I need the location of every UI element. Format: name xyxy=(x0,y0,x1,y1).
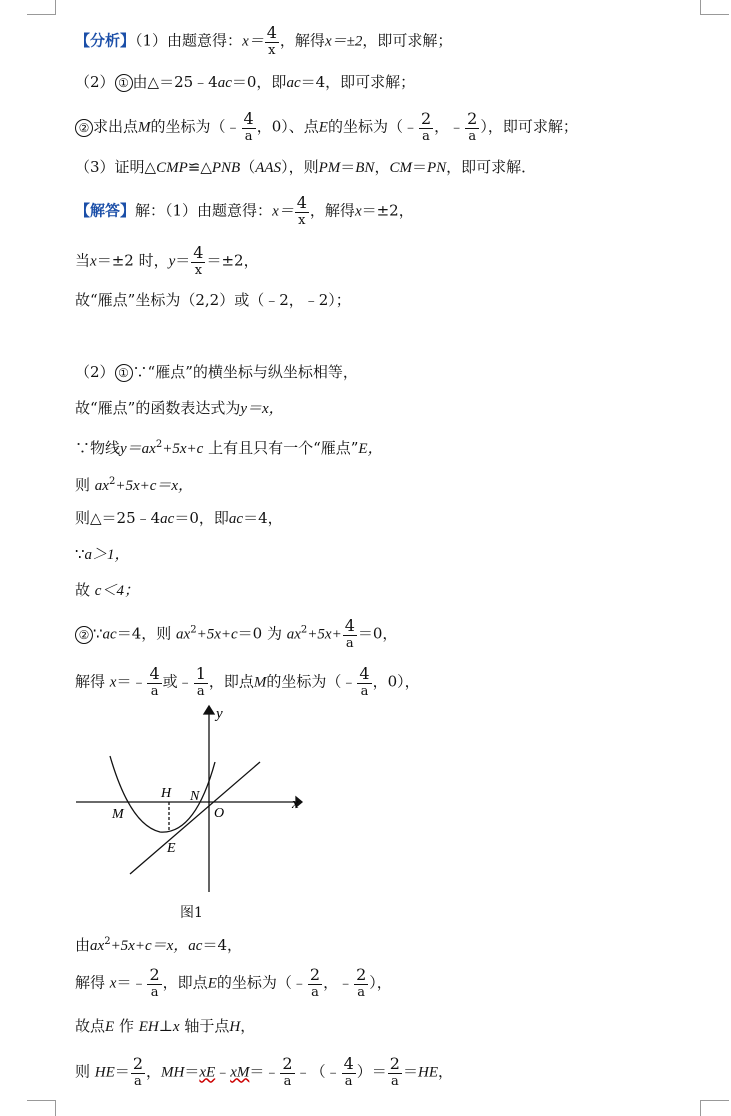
text: ，即可求解； xyxy=(362,31,453,50)
text: ∵ xyxy=(93,624,103,643)
math: H xyxy=(229,1019,241,1035)
text: ， xyxy=(146,1062,162,1081)
text: ，即点 xyxy=(208,672,254,691)
fraction: 2 a xyxy=(389,1054,400,1089)
fraction: 4 a xyxy=(344,616,355,651)
label-x: x xyxy=(292,796,299,812)
crop-mark-top-right xyxy=(700,0,729,15)
text: ∵ xyxy=(75,545,85,563)
fraction: 2 a xyxy=(132,1054,143,1089)
text: 由△＝25﹣4 xyxy=(132,73,218,91)
math: E xyxy=(105,1019,115,1035)
answer-tag: 【解答】 xyxy=(75,201,136,220)
label-y: y xyxy=(216,706,223,722)
math: +5x+c xyxy=(196,626,238,643)
fraction: 2 a xyxy=(467,109,478,144)
text: ＝0，即 xyxy=(231,73,287,91)
text: ，﹣ xyxy=(323,973,354,992)
answer-line-11 xyxy=(75,617,397,652)
fraction: 2 a xyxy=(309,965,321,1000)
math: M xyxy=(253,674,267,691)
text: ∵“雁点”的横坐标与纵坐标相等， xyxy=(132,363,358,381)
analysis-line-2 xyxy=(75,72,415,93)
text: 故“雁点”坐标为（2,2）或（﹣2，﹣2）； xyxy=(75,291,351,309)
text: ，解得 xyxy=(279,31,325,50)
text: 的坐标为（﹣ xyxy=(150,117,241,136)
text: （3）证明△ xyxy=(75,158,157,176)
label-N: N xyxy=(190,789,200,804)
math: ax xyxy=(286,626,301,643)
circled-number: ① xyxy=(115,74,133,92)
circled-number: ① xyxy=(115,364,133,382)
text: 解得 xyxy=(75,973,106,992)
math: x xyxy=(109,674,117,691)
figure-1 xyxy=(70,700,310,900)
math: ax xyxy=(94,478,109,494)
fraction: 2 a xyxy=(420,109,432,144)
text: 故点 xyxy=(75,1017,106,1035)
math: ac xyxy=(188,938,203,954)
analysis-tag: 【分析】 xyxy=(75,31,136,50)
text: ， xyxy=(374,158,390,176)
math: ac xyxy=(102,626,117,643)
text: ＝﹣ xyxy=(116,672,147,691)
text: 轴于点 xyxy=(184,1017,230,1035)
answer-line-14 xyxy=(75,966,392,1001)
math: x＝±2 xyxy=(324,33,363,50)
label-H: H xyxy=(161,786,172,801)
text: ， xyxy=(437,1062,453,1081)
math: y xyxy=(168,253,176,270)
math: HE xyxy=(94,1064,115,1081)
text: ，﹣ xyxy=(434,117,465,136)
answer-line-5 xyxy=(75,398,284,419)
text: ），则 xyxy=(281,158,319,176)
math: ax xyxy=(176,626,191,643)
math: ac xyxy=(217,75,232,91)
text: （ xyxy=(240,158,256,176)
fraction: 4 x xyxy=(296,193,307,228)
math: CM xyxy=(389,160,412,176)
math: E xyxy=(318,119,328,136)
math: E xyxy=(207,975,217,992)
text: ，0）、点 xyxy=(256,117,319,136)
text: ﹣ xyxy=(215,1062,231,1081)
answer-line-9 xyxy=(75,544,130,565)
math: +5x+c＝x， xyxy=(110,938,189,954)
text: 则 xyxy=(75,1062,91,1081)
text: ＝4，即可求解； xyxy=(300,73,416,91)
line-y-eq-x xyxy=(130,762,260,874)
text: （1）由题意得： xyxy=(135,31,243,50)
text: ∵物线 xyxy=(75,439,121,457)
math: +5x+ xyxy=(307,626,342,643)
answer-line-4 xyxy=(75,362,358,382)
circled-number: ② xyxy=(75,119,93,137)
text: ＝±2， xyxy=(361,201,414,220)
label-M: M xyxy=(112,807,124,822)
math: x xyxy=(90,253,97,270)
analysis-line-3 xyxy=(75,110,578,145)
text: 上有且只有一个“雁点” xyxy=(208,439,359,457)
text: ＝0，即 xyxy=(174,509,229,527)
fraction: 4 a xyxy=(343,1054,354,1089)
math: PN xyxy=(426,160,447,176)
text: ）， xyxy=(369,973,392,992)
math: y＝ax xyxy=(120,441,156,457)
text: ＝ xyxy=(411,158,427,176)
fraction: 4 a xyxy=(149,664,160,699)
text: ），即可求解； xyxy=(480,117,578,136)
exponent: 2 xyxy=(104,936,111,947)
crop-mark-bottom-left xyxy=(27,1100,56,1116)
fraction: 2 a xyxy=(149,965,160,1000)
text: 的坐标为（﹣ xyxy=(216,973,307,992)
text: ＝4， xyxy=(202,936,242,954)
circled-number: ② xyxy=(75,626,93,644)
text: 或﹣ xyxy=(162,672,193,691)
exponent: 2 xyxy=(300,624,308,636)
fraction: 1 a xyxy=(195,664,206,699)
text: ）＝ xyxy=(356,1062,387,1081)
fraction: 4 x xyxy=(193,243,204,278)
answer-line-7 xyxy=(75,472,193,496)
math: ac xyxy=(228,511,244,527)
math: PNB xyxy=(211,160,241,176)
text: ＝﹣ xyxy=(249,1062,280,1081)
math: +5x+c xyxy=(162,441,204,457)
text: 解：（1）由题意得： xyxy=(135,201,273,220)
text: ＝±2 时， xyxy=(96,251,169,270)
text: ，解得 xyxy=(309,201,355,220)
answer-line-2: 当x＝±2 时，y＝ 4 x ＝±2， xyxy=(75,243,259,278)
answer-line-3 xyxy=(75,290,351,310)
text: （2） xyxy=(75,73,115,91)
exponent: 2 xyxy=(190,624,197,636)
math: HE xyxy=(417,1064,438,1081)
math: ac xyxy=(286,75,301,91)
fraction: 2 a xyxy=(356,965,367,1000)
answer-line-16 xyxy=(75,1055,453,1090)
text: 作 xyxy=(118,1017,134,1035)
answer-line-10 xyxy=(75,580,139,601)
text: 求出点 xyxy=(93,117,139,136)
math: x xyxy=(172,1019,180,1035)
text: ＝4， xyxy=(243,509,283,527)
text: （2） xyxy=(75,363,115,381)
math: AAS xyxy=(255,160,282,176)
text: 的坐标为（﹣ xyxy=(327,117,418,136)
math: M xyxy=(138,119,151,136)
fraction: 2 a xyxy=(282,1054,293,1089)
exponent: 2 xyxy=(108,476,116,487)
text: 解得 xyxy=(75,672,106,691)
text: ，即点 xyxy=(162,973,208,992)
text: ＝﹣ xyxy=(116,973,147,992)
label-E: E xyxy=(167,841,176,856)
answer-line-1 xyxy=(75,194,414,229)
text: 故“雁点”的函数表达式为 xyxy=(75,399,241,417)
text: 则△＝25﹣4 xyxy=(75,509,161,527)
text: 故 xyxy=(75,581,91,599)
text: ，0）， xyxy=(372,672,420,691)
text: ⊥ xyxy=(158,1017,173,1035)
math: y＝x， xyxy=(240,401,284,417)
text: ≌△ xyxy=(187,158,212,176)
text: ＝4，则 xyxy=(116,624,172,643)
text: ＝ xyxy=(340,158,356,176)
text: ＝±2， xyxy=(206,251,259,270)
figure-caption: 图1 xyxy=(180,905,203,921)
answer-line-6 xyxy=(75,435,383,459)
text: ＝ xyxy=(402,1062,418,1081)
text: ＝ xyxy=(114,1062,130,1081)
fraction: 4 x xyxy=(266,23,277,58)
text: ，即可求解． xyxy=(446,158,537,176)
answer-line-12 xyxy=(75,665,420,700)
math: EH xyxy=(138,1019,159,1035)
text: 由 xyxy=(75,936,91,954)
answer-line-15: 故点E 作 EH⊥x 轴于点H， xyxy=(75,1017,256,1035)
math: x xyxy=(109,975,117,992)
fraction: 4 a xyxy=(359,664,370,699)
math: PM xyxy=(318,160,341,176)
label-O: O xyxy=(214,806,225,821)
exponent: 2 xyxy=(155,439,163,450)
y-axis-arrow xyxy=(204,706,214,714)
crop-mark-top-left xyxy=(27,0,56,15)
math: ac xyxy=(160,511,175,527)
math: x xyxy=(354,203,362,220)
math: +5x+c＝x， xyxy=(115,478,194,494)
answer-line-8 xyxy=(75,508,283,529)
fraction: 4 a xyxy=(243,109,254,144)
math: x＝ xyxy=(242,33,264,50)
text: ＝ xyxy=(184,1062,200,1081)
math: xE xyxy=(199,1064,216,1081)
math: BN xyxy=(355,160,375,176)
math: E， xyxy=(358,441,383,457)
analysis-line-1 xyxy=(75,24,452,59)
math: CMP xyxy=(156,160,188,176)
math: c＜4； xyxy=(94,583,139,599)
text: ＝0， xyxy=(357,624,398,643)
math: MH xyxy=(161,1064,185,1081)
text: ＝0 为 xyxy=(237,624,282,643)
answer-line-13 xyxy=(75,932,242,956)
crop-mark-bottom-right xyxy=(700,1100,729,1116)
math: a＞1， xyxy=(84,547,130,563)
math: x＝ xyxy=(272,203,294,220)
analysis-line-4 xyxy=(75,157,536,178)
math: xM xyxy=(230,1064,250,1081)
text: ﹣（﹣ xyxy=(295,1062,341,1081)
text: 的坐标为（﹣ xyxy=(266,672,357,691)
math: ax xyxy=(90,938,105,954)
text: 当 xyxy=(75,251,91,270)
text: 则 xyxy=(75,476,91,494)
